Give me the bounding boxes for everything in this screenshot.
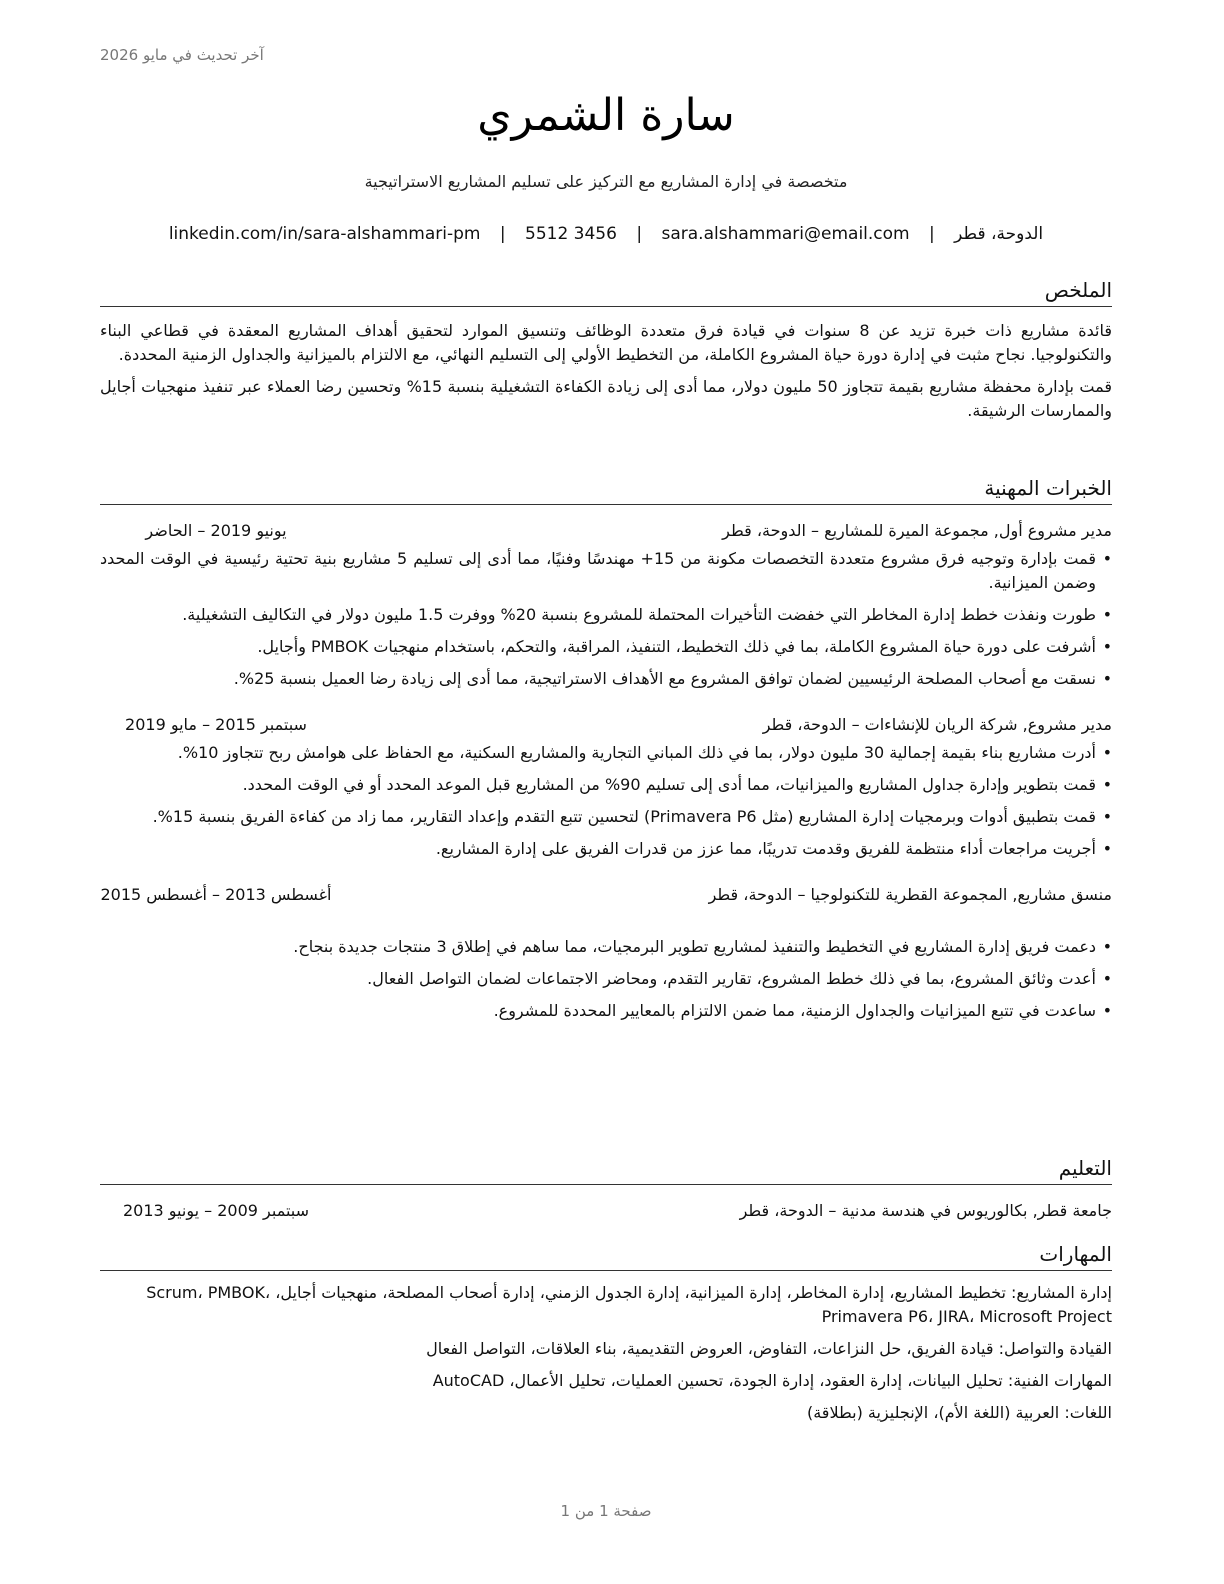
education-section xyxy=(100,1154,1112,1223)
job-bullet: • أدرت مشاريع بناء بقيمة إجمالية 30 مليون دولار، بما في ذلك المباني التجارية والمشاريع السكنية، مع الحفاظ على هوامش ربح تتجاوز 10%. xyxy=(100,741,1112,765)
contact-line xyxy=(100,224,1112,244)
contact-email[interactable]: sara.alshammari@email.com xyxy=(661,224,910,244)
job-header xyxy=(100,883,1112,931)
contact-phone[interactable]: 5512 3456 xyxy=(525,224,617,244)
skill-line: القيادة والتواصل: قيادة الفريق، حل النزاعات، التفاوض، العروض التقديمية، بناء العلاقات، التواصل الفعال xyxy=(426,1339,1112,1358)
job-bullet: • قمت بتطوير وإدارة جداول المشاريع والميزانيات، مما أدى إلى تسليم 90% من المشاريع قبل الموعد المحدد أو في الوقت المحدد. xyxy=(100,773,1112,797)
skill-line: اللغات: العربية (اللغة الأم)، الإنجليزية (بطلاقة) xyxy=(806,1403,1112,1422)
job-bullet: • ساعدت في تتبع الميزانيات والجداول الزمنية، مما ضمن الالتزام بالمعايير المحددة للمشروع. xyxy=(100,999,1112,1023)
job-bullet: • أعدت وثائق المشروع، بما في ذلك خطط المشروع، تقارير التقدم، ومحاضر الاجتماعات لضمان التواصل الفعال. xyxy=(100,967,1112,991)
job-header xyxy=(100,519,1112,543)
contact-separator: | xyxy=(636,224,643,244)
job-bullets xyxy=(100,741,1112,861)
education-title: جامعة قطر, بكالوريوس في هندسة مدنية – الدوحة، قطر xyxy=(739,1201,1112,1220)
skill-line: إدارة المشاريع: تخطيط المشاريع، إدارة المخاطر، إدارة الميزانية، إدارة الجدول الزمني، إدارة أصحاب المصلحة، منهجيات أجايل، Scrum، PMBOK، Primavera P6، JIRA، Microsoft Project xyxy=(146,1283,1112,1326)
skills-section xyxy=(100,1240,1112,1433)
job-entry xyxy=(100,883,1112,1023)
last-updated: آخر تحديث في مايو 2026 xyxy=(100,46,264,64)
job-bullet: • أجريت مراجعات أداء منتظمة للفريق وقدمت تدريبًا، مما عزز من قدرات الفريق على إدارة المشاريع. xyxy=(100,837,1112,861)
job-bullet: • نسقت مع أصحاب المصلحة الرئيسيين لضمان توافق المشروع مع الأهداف الاستراتيجية، مما أدى إلى زيادة رضا العميل بنسبة 25%. xyxy=(100,667,1112,691)
job-entry xyxy=(100,713,1112,861)
job-title: منسق مشاريع, المجموعة القطرية للتكنولوجيا – الدوحة، قطر xyxy=(708,885,1112,904)
summary-section xyxy=(100,276,1112,423)
section-title-summary: الملخص xyxy=(100,276,1112,307)
section-title-experience: الخبرات المهنية xyxy=(100,474,1112,505)
job-bullets xyxy=(100,935,1112,1023)
job-title: مدير مشروع أول, مجموعة الميرة للمشاريع – الدوحة، قطر xyxy=(722,521,1112,540)
section-title-education: التعليم xyxy=(100,1154,1112,1185)
education-entry xyxy=(100,1199,1112,1223)
job-bullet: • طورت ونفذت خطط إدارة المخاطر التي خفضت التأخيرات المحتملة للمشروع بنسبة 20% ووفرت 1.5 مليون دولار في التكاليف التشغيلية. xyxy=(100,603,1112,627)
job-dates: يونيو 2019 – الحاضر xyxy=(145,521,287,540)
job-bullet: • أشرفت على دورة حياة المشروع الكاملة، بما في ذلك التخطيط، التنفيذ، المراقبة، والتحكم، باستخدام منهجيات PMBOK وأجايل. xyxy=(100,635,1112,659)
contact-linkedin[interactable]: linkedin.com/in/sara-alshammari-pm xyxy=(168,224,481,244)
experience-section xyxy=(100,474,1112,1031)
job-header xyxy=(100,713,1112,737)
job-bullet: • دعمت فريق إدارة المشاريع في التخطيط والتنفيذ لمشاريع تطوير البرمجيات، مما ساهم في إطلاق 3 منتجات جديدة بنجاح. xyxy=(100,935,1112,959)
job-bullets xyxy=(100,547,1112,691)
education-dates: سبتمبر 2009 – يونيو 2013 xyxy=(122,1201,310,1220)
job-title: مدير مشروع, شركة الريان للإنشاءات – الدوحة، قطر xyxy=(762,715,1112,734)
job-bullet: • قمت بتطبيق أدوات وبرمجيات إدارة المشاريع (مثل Primavera P6) لتحسين تتبع التقدم وإعداد التقارير، مما زاد من كفاءة الفريق بنسبة 15%. xyxy=(100,805,1112,829)
page-footer: صفحة 1 من 1 xyxy=(560,1502,652,1520)
contact-location: الدوحة، قطر xyxy=(954,224,1044,244)
tagline: متخصصة في إدارة المشاريع مع التركيز على تسليم المشاريع الاستراتيجية xyxy=(364,172,848,191)
contact-separator: | xyxy=(929,224,935,244)
summary-paragraph: قمت بإدارة محفظة مشاريع بقيمة تتجاوز 50 مليون دولار، مما أدى إلى زيادة الكفاءة التشغيلية بنسبة 15% وتحسين رضا العملاء عبر تنفيذ منهجيات أجايل والممارسات الرشيقة. xyxy=(100,377,1112,420)
summary-paragraph: قائدة مشاريع ذات خبرة تزيد عن 8 سنوات في قيادة فرق متعددة الوظائف وتنسيق الموارد لتحقيق أهداف المشاريع المعقدة في قطاعي البناء والتكنولوجيا. نجاح مثبت في إدارة دورة حياة المشروع الكاملة، من التخطيط الأولي إلى التسليم النهائي، مع الالتزام بالميزانية والجداول الزمنية المحددة. xyxy=(100,321,1113,364)
job-entry xyxy=(100,519,1112,691)
job-dates: سبتمبر 2015 – مايو 2019 xyxy=(125,715,307,734)
education-header xyxy=(100,1199,1112,1223)
candidate-name: سارة الشمري xyxy=(477,90,735,141)
job-bullet: • قمت بإدارة وتوجيه فرق مشروع متعددة التخصصات مكونة من 15+ مهندسًا وفنيًا، مما أدى إلى تسليم 5 مشاريع بنية تحتية رئيسية في الوقت المحدد وضمن الميزانية. xyxy=(100,547,1112,595)
skills-list xyxy=(100,1281,1112,1425)
job-dates: أغسطس 2013 – أغسطس 2015 xyxy=(100,885,332,904)
contact-separator: | xyxy=(499,224,506,244)
resume-page xyxy=(100,0,1112,1584)
skill-line: المهارات الفنية: تحليل البيانات، إدارة العقود، إدارة الجودة، تحسين العمليات، تحليل الأعمال، AutoCAD xyxy=(432,1371,1112,1390)
section-title-skills: المهارات xyxy=(100,1240,1112,1271)
